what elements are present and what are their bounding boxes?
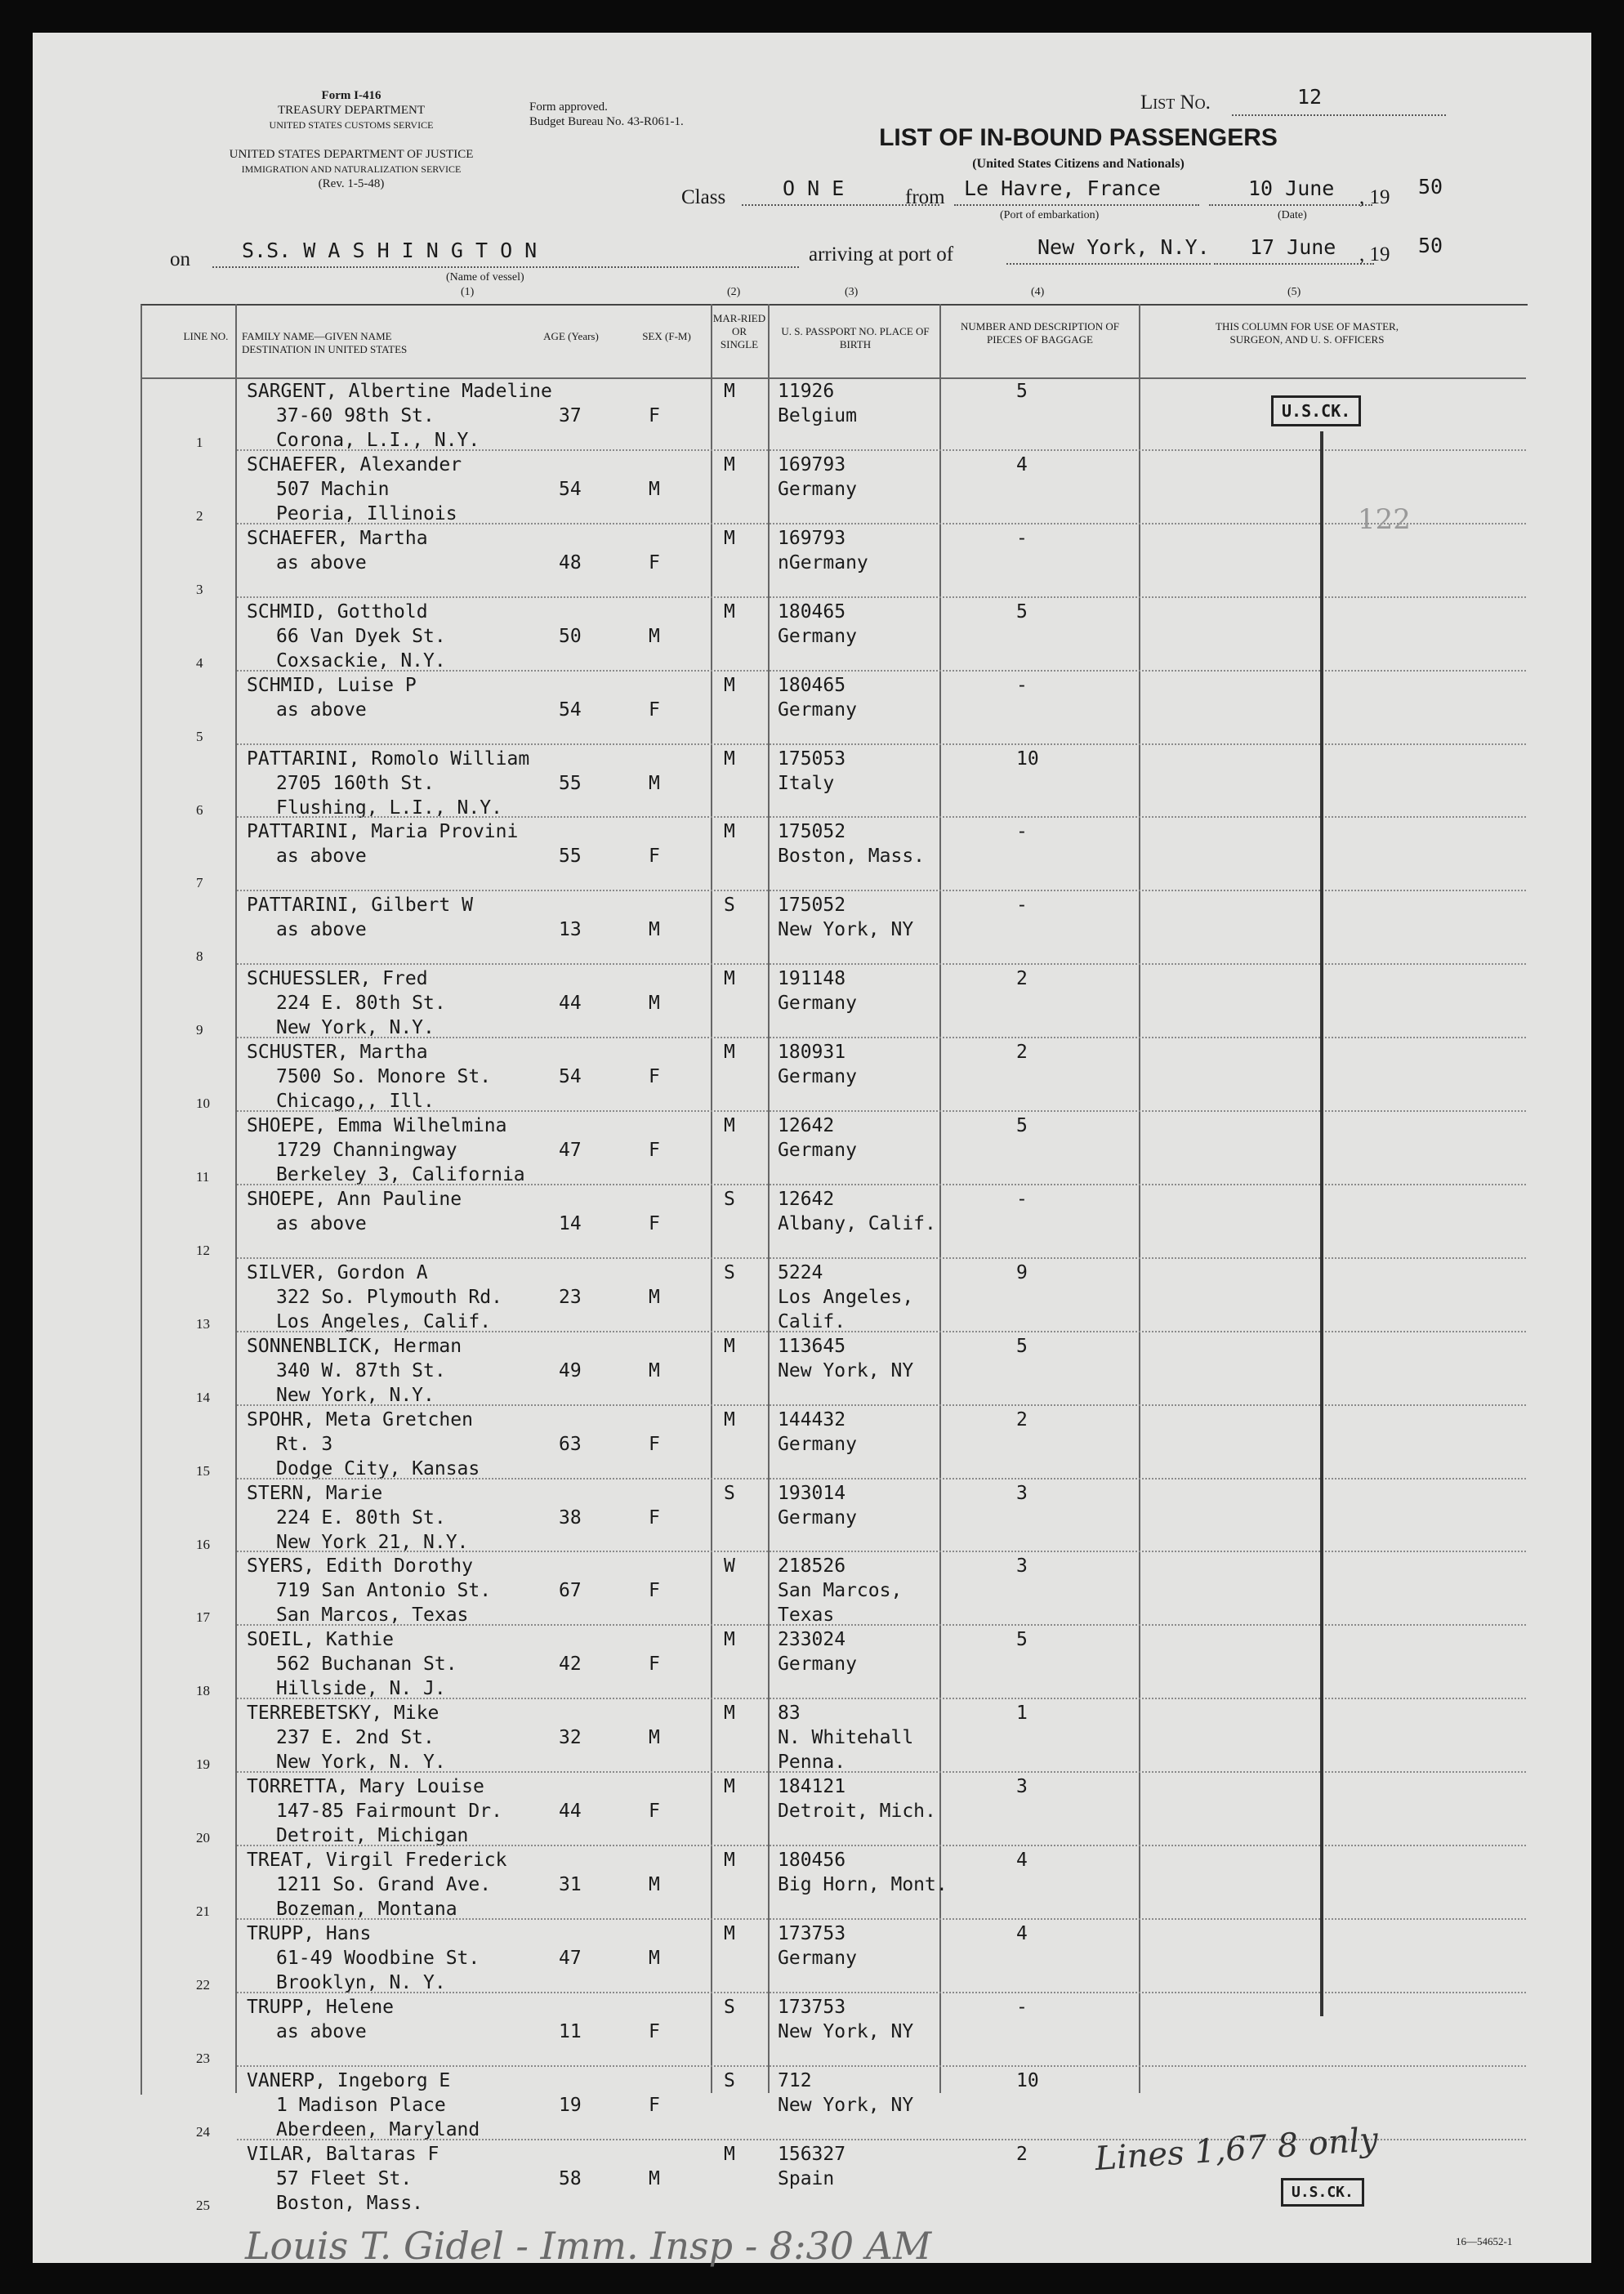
handwritten-lines-note: Lines 1,67 8 only [1093, 2120, 1380, 2179]
col-num-3: (3) [845, 286, 859, 298]
passenger-name: SOEIL, Kathie [247, 1629, 395, 1651]
place-of-birth: Germany [778, 993, 857, 1015]
passport-number: 193014 [778, 1482, 846, 1504]
line-number: 2 [196, 507, 203, 524]
marital-status: M [724, 1042, 735, 1064]
passenger-address: 2705 160th St. [276, 772, 435, 794]
passport-number: 175052 [778, 895, 846, 917]
on-label: on [170, 248, 190, 270]
passenger-address: 147-85 Fairmount Dr. [276, 1801, 502, 1823]
passenger-sex: F [649, 1066, 660, 1088]
passenger-name: SPOHR, Meta Gretchen [247, 1408, 473, 1430]
budget-bureau: Budget Bureau No. 43-R061-1. [529, 115, 684, 128]
passenger-address: 224 E. 80th St. [276, 993, 446, 1015]
baggage-count: 5 [1016, 381, 1028, 402]
place-of-birth: Germany [778, 1654, 857, 1676]
place-of-birth: nGermany [778, 551, 868, 574]
passenger-sex: M [649, 993, 660, 1015]
passenger-address: 7500 So. Monore St. [276, 1066, 492, 1088]
place-of-birth: New York, NY [778, 2094, 914, 2116]
passenger-address: 66 Van Dyek St. [276, 625, 446, 647]
passenger-sex: F [649, 1433, 660, 1455]
passenger-address: 719 San Antonio St. [276, 1580, 492, 1602]
passenger-age: 19 [559, 2094, 582, 2116]
passenger-address: 57 Fleet St. [276, 2167, 413, 2189]
passenger-address: Los Angeles, Calif. [276, 1310, 492, 1332]
passenger-address: 37-60 98th St. [276, 405, 435, 426]
year-prefix-1: , 19 [1359, 186, 1390, 208]
passenger-address: Brooklyn, N. Y. [276, 1971, 446, 1993]
passenger-sex: F [649, 1654, 660, 1676]
col-num-1: (1) [461, 286, 475, 298]
treasury-dept: TREASURY DEPARTMENT [277, 104, 426, 117]
place-of-birth: Albany, Calif. [778, 1212, 936, 1234]
passenger-address: San Marcos, Texas [276, 1604, 469, 1627]
passenger-sex: M [649, 478, 660, 500]
line-number: 5 [196, 728, 203, 744]
passport-number: 156327 [778, 2143, 846, 2165]
line-number: 24 [196, 2123, 210, 2140]
marital-status: M [724, 821, 735, 843]
baggage-count: 5 [1016, 1335, 1028, 1357]
baggage-count: 3 [1016, 1776, 1028, 1798]
passport-number: 233024 [778, 1629, 846, 1651]
passenger-age: 50 [559, 625, 582, 647]
passport-number: 5224 [778, 1261, 823, 1283]
passenger-address: 61-49 Woodbine St. [276, 1947, 480, 1969]
passenger-address: as above [276, 919, 367, 941]
marital-status: S [724, 1482, 735, 1504]
ins-service: IMMIGRATION AND NATURALIZATION SERVICE [241, 163, 462, 175]
place-of-birth: New York, NY [778, 919, 914, 941]
col-header-passport: U. S. PASSPORT NO. PLACE OF BIRTH [781, 325, 930, 350]
passport-number: 712 [778, 2069, 812, 2091]
passenger-name: SCHMID, Gotthold [247, 600, 428, 623]
date-note: (Date) [1278, 209, 1307, 221]
line-number: 19 [196, 1756, 210, 1773]
passenger-sex: F [649, 1506, 660, 1529]
baggage-count: 2 [1016, 968, 1028, 990]
passenger-name: PATTARINI, Gilbert W [247, 895, 473, 917]
passenger-address: 224 E. 80th St. [276, 1506, 446, 1529]
passenger-name: SCHMID, Luise P [247, 674, 417, 696]
passenger-name: SCHUESSLER, Fred [247, 968, 428, 990]
passenger-sex: M [649, 919, 660, 941]
vessel-note: (Name of vessel) [446, 271, 524, 283]
passenger-sex: F [649, 698, 660, 721]
passenger-address: New York, N.Y. [276, 1017, 435, 1039]
passenger-name: SCHAEFER, Alexander [247, 453, 462, 475]
marital-status: M [724, 1922, 735, 1944]
marital-status: S [724, 2069, 735, 2091]
baggage-count: 3 [1016, 1555, 1028, 1578]
marital-status: S [724, 1188, 735, 1210]
passport-number: 113645 [778, 1335, 846, 1357]
place-of-birth: Germany [778, 1066, 857, 1088]
passenger-address: New York 21, N.Y. [276, 1531, 469, 1553]
embarkation-date: 10 June [1248, 176, 1335, 200]
line-number: 13 [196, 1315, 210, 1332]
place-of-birth: Belgium [778, 405, 857, 426]
passenger-sex: F [649, 1140, 660, 1161]
passenger-name: SARGENT, Albertine Madeline [247, 381, 552, 402]
place-of-birth: Boston, Mass. [778, 846, 926, 868]
line-number: 9 [196, 1022, 203, 1038]
passenger-sex: M [649, 1727, 660, 1749]
passenger-address: Dodge City, Kansas [276, 1457, 480, 1479]
marital-status: M [724, 674, 735, 696]
line-number: 22 [196, 1976, 210, 1993]
marital-status: S [724, 1261, 735, 1283]
passenger-sex: F [649, 1212, 660, 1234]
year-2: 50 [1418, 234, 1443, 257]
col-header-age: AGE (Years) [543, 330, 599, 342]
passport-number: 12642 [778, 1115, 835, 1136]
passenger-sex: F [649, 846, 660, 868]
passenger-address: Peoria, Illinois [276, 502, 457, 524]
customs-stamp-top: U.S.CK. [1271, 395, 1361, 426]
baggage-count: 4 [1016, 1922, 1028, 1944]
passenger-age: 49 [559, 1359, 582, 1381]
marital-status: M [724, 1776, 735, 1798]
class-label: Class [681, 186, 726, 208]
marital-status: M [724, 748, 735, 770]
arriving-label: arriving at port of [809, 243, 954, 266]
passenger-name: PATTARINI, Maria Provini [247, 821, 519, 843]
place-of-birth: Los Angeles, [778, 1286, 914, 1308]
col-num-5: (5) [1287, 286, 1301, 298]
passenger-age: 54 [559, 1066, 582, 1088]
passenger-age: 13 [559, 919, 582, 941]
passenger-age: 54 [559, 698, 582, 721]
place-of-birth: Germany [778, 1506, 857, 1529]
passenger-address: New York, N.Y. [276, 1384, 435, 1406]
line-number: 14 [196, 1389, 210, 1405]
stamp-line [1320, 431, 1323, 2016]
place-of-birth: Big Horn, Mont. [778, 1874, 948, 1895]
line-number: 4 [196, 654, 203, 671]
embarkation-port: Le Havre, France [964, 176, 1161, 200]
passenger-address: 507 Machin [276, 478, 390, 500]
passenger-sex: M [649, 772, 660, 794]
passenger-name: SYERS, Edith Dorothy [247, 1555, 473, 1578]
passenger-name: TORRETTA, Mary Louise [247, 1776, 484, 1798]
passport-number: 169793 [778, 453, 846, 475]
passenger-sex: F [649, 2094, 660, 2116]
passenger-address: Boston, Mass. [276, 2192, 424, 2214]
passenger-sex: M [649, 1874, 660, 1895]
passenger-name: TRUPP, Hans [247, 1922, 372, 1944]
passenger-age: 48 [559, 551, 582, 574]
baggage-count: 1 [1016, 1703, 1028, 1725]
place-of-birth: Spain [778, 2167, 835, 2189]
marital-status: W [724, 1555, 735, 1578]
baggage-count: 2 [1016, 1408, 1028, 1430]
passport-number: 180931 [778, 1042, 846, 1064]
passenger-name: VANERP, Ingeborg E [247, 2069, 451, 2091]
passenger-sex: M [649, 1359, 660, 1381]
passport-number: 173753 [778, 1996, 846, 2018]
passenger-name: VILAR, Baltaras F [247, 2143, 439, 2165]
line-number: 6 [196, 801, 203, 818]
passport-number: 144432 [778, 1408, 846, 1430]
passenger-sex: M [649, 1286, 660, 1308]
passport-number: 175052 [778, 821, 846, 843]
place-of-birth: New York, NY [778, 2020, 914, 2042]
line-number: 20 [196, 1830, 210, 1846]
place-of-birth: Italy [778, 772, 835, 794]
passport-number: 83 [778, 1703, 801, 1725]
passenger-name: SCHUSTER, Martha [247, 1042, 428, 1064]
passenger-sex: F [649, 1580, 660, 1602]
passenger-age: 44 [559, 1801, 582, 1823]
passenger-address: as above [276, 698, 367, 721]
passenger-address: Berkeley 3, California [276, 1164, 525, 1185]
place-of-birth: Germany [778, 698, 857, 721]
marital-status: M [724, 527, 735, 549]
passenger-age: 54 [559, 478, 582, 500]
passenger-age: 42 [559, 1654, 582, 1676]
col-num-2: (2) [727, 286, 741, 298]
passport-number: 169793 [778, 527, 846, 549]
passenger-address: New York, N. Y. [276, 1752, 446, 1774]
year-1: 50 [1418, 175, 1443, 199]
line-number: 1 [196, 435, 203, 450]
passenger-address: 322 So. Plymouth Rd. [276, 1286, 502, 1308]
line-number: 8 [196, 948, 203, 965]
place-of-birth: Germany [778, 1140, 857, 1161]
passenger-address: Bozeman, Montana [276, 1899, 457, 1920]
col-header-name: FAMILY NAME—GIVEN NAME DESTINATION IN UNITED STATES [242, 330, 408, 355]
marital-status: M [724, 600, 735, 623]
year-prefix-2: , 19 [1359, 243, 1390, 266]
passenger-address: 340 W. 87th St. [276, 1359, 446, 1381]
baggage-count: - [1016, 895, 1028, 917]
baggage-count: - [1016, 821, 1028, 843]
place-of-birth: New York, NY [778, 1359, 914, 1381]
passenger-address: Flushing, L.I., N.Y. [276, 797, 502, 819]
passport-number: 180465 [778, 600, 846, 623]
marital-status: S [724, 895, 735, 917]
line-number: 15 [196, 1462, 210, 1479]
port-embarkation-note: (Port of embarkation) [1000, 209, 1100, 221]
line-number: 10 [196, 1096, 210, 1112]
passenger-name: TRUPP, Helene [247, 1996, 395, 2018]
baggage-count: 5 [1016, 1115, 1028, 1136]
passenger-age: 55 [559, 846, 582, 868]
place-of-birth: Detroit, Mich. [778, 1801, 936, 1823]
passenger-name: TREAT, Virgil Frederick [247, 1850, 507, 1871]
baggage-count: 10 [1016, 2069, 1039, 2091]
passenger-age: 47 [559, 1140, 582, 1161]
customs-stamp-bottom: U.S.CK. [1281, 2178, 1364, 2207]
passenger-name: SCHAEFER, Martha [247, 527, 428, 549]
passport-number: 180456 [778, 1850, 846, 1871]
passenger-address: 562 Buchanan St. [276, 1654, 457, 1676]
passenger-sex: F [649, 405, 660, 426]
passenger-age: 32 [559, 1727, 582, 1749]
passenger-age: 38 [559, 1506, 582, 1529]
place-of-birth: Texas [778, 1604, 835, 1627]
col-num-4: (4) [1031, 286, 1045, 298]
marital-status: M [724, 2143, 735, 2165]
place-of-birth: Germany [778, 478, 857, 500]
line-number: 23 [196, 2050, 210, 2066]
passenger-address: as above [276, 2020, 367, 2042]
passport-number: 173753 [778, 1922, 846, 1944]
col-header-officers: THIS COLUMN FOR USE OF MASTER, SURGEON, AND U. S. OFFICERS [1216, 320, 1399, 346]
passenger-sex: M [649, 1947, 660, 1969]
passenger-sex: F [649, 551, 660, 574]
marital-status: M [724, 1408, 735, 1430]
footer-code: 16—54652-1 [1456, 2235, 1513, 2247]
place-of-birth: Germany [778, 1433, 857, 1455]
passenger-name: SONNENBLICK, Herman [247, 1335, 462, 1357]
place-of-birth: Germany [778, 625, 857, 647]
marital-status: M [724, 1115, 735, 1136]
baggage-count: 5 [1016, 600, 1028, 623]
passport-number: 11926 [778, 381, 835, 402]
place-of-birth: Penna. [778, 1752, 846, 1774]
list-no-label: List No. [1140, 91, 1211, 114]
passenger-address: Hillside, N. J. [276, 1678, 446, 1700]
baggage-count: 4 [1016, 1850, 1028, 1871]
baggage-count: 10 [1016, 748, 1039, 770]
passenger-address: 1211 So. Grand Ave. [276, 1874, 492, 1895]
customs-service: UNITED STATES CUSTOMS SERVICE [269, 119, 434, 131]
col-header-sex: SEX (F-M) [642, 330, 691, 342]
passenger-age: 63 [559, 1433, 582, 1455]
baggage-count: 3 [1016, 1482, 1028, 1504]
inspector-signature: Louis T. Gidel - Imm. Insp - 8:30 AM [245, 2224, 932, 2268]
passenger-age: 14 [559, 1212, 582, 1234]
baggage-count: - [1016, 674, 1028, 696]
baggage-count: - [1016, 1996, 1028, 2018]
passenger-name: PATTARINI, Romolo William [247, 748, 530, 770]
passenger-address: Coxsackie, N.Y. [276, 649, 446, 672]
passenger-address: as above [276, 1212, 367, 1234]
line-number: 25 [196, 2197, 210, 2213]
passenger-age: 47 [559, 1947, 582, 1969]
revision: (Rev. 1-5-48) [318, 177, 385, 190]
arrival-port: New York, N.Y. [1037, 235, 1210, 259]
line-number: 17 [196, 1609, 210, 1626]
baggage-count: 4 [1016, 453, 1028, 475]
passenger-age: 55 [559, 772, 582, 794]
passport-number: 12642 [778, 1188, 835, 1210]
line-number: 18 [196, 1683, 210, 1699]
passenger-sex: M [649, 2167, 660, 2189]
passenger-address: Corona, L.I., N.Y. [276, 430, 480, 451]
line-number: 21 [196, 1903, 210, 1919]
passenger-name: SHOEPE, Emma Wilhelmina [247, 1115, 507, 1136]
baggage-count: - [1016, 1188, 1028, 1210]
passenger-address: 237 E. 2nd St. [276, 1727, 435, 1749]
baggage-count: 9 [1016, 1261, 1028, 1283]
baggage-count: 2 [1016, 1042, 1028, 1064]
passenger-age: 44 [559, 993, 582, 1015]
passenger-address: 1729 Channingway [276, 1140, 457, 1161]
passenger-address: 1 Madison Place [276, 2094, 446, 2116]
passenger-address: Rt. 3 [276, 1433, 333, 1455]
class-value: O N E [783, 176, 845, 200]
marital-status: M [724, 1850, 735, 1871]
place-of-birth: Germany [778, 1947, 857, 1969]
marital-status: M [724, 1703, 735, 1725]
passenger-name: STERN, Marie [247, 1482, 383, 1504]
baggage-count: - [1016, 527, 1028, 549]
passenger-age: 23 [559, 1286, 582, 1308]
justice-dept: UNITED STATES DEPARTMENT OF JUSTICE [229, 148, 474, 161]
marital-status: M [724, 381, 735, 402]
page-subtitle: (United States Citizens and Nationals) [972, 157, 1185, 171]
arrival-date: 17 June [1250, 235, 1336, 259]
margin-number: 122 [1358, 503, 1411, 536]
line-number: 16 [196, 1536, 210, 1552]
col-header-baggage: NUMBER AND DESCRIPTION OF PIECES OF BAGGAGE [961, 320, 1119, 346]
passenger-sex: M [649, 625, 660, 647]
from-label: from [905, 186, 945, 208]
page-title: LIST OF IN-BOUND PASSENGERS [879, 124, 1278, 151]
passport-number: 218526 [778, 1555, 846, 1578]
passenger-address: Chicago,, Ill. [276, 1091, 435, 1113]
passenger-name: SHOEPE, Ann Pauline [247, 1188, 462, 1210]
marital-status: S [724, 1996, 735, 2018]
vessel-name: S.S. W A S H I N G T O N [242, 239, 538, 262]
col-header-line: LINE NO. [183, 330, 229, 342]
passenger-address: as above [276, 551, 367, 574]
passenger-sex: F [649, 2020, 660, 2042]
baggage-count: 2 [1016, 2143, 1028, 2165]
passenger-age: 58 [559, 2167, 582, 2189]
passenger-address: Aberdeen, Maryland [276, 2118, 480, 2140]
passenger-name: SILVER, Gordon A [247, 1261, 428, 1283]
passenger-age: 37 [559, 405, 582, 426]
passport-number: 175053 [778, 748, 846, 770]
passenger-age: 11 [559, 2020, 582, 2042]
passport-number: 180465 [778, 674, 846, 696]
marital-status: M [724, 1629, 735, 1651]
col-header-married: MAR-RIED OR SINGLE [712, 312, 766, 350]
passenger-age: 31 [559, 1874, 582, 1895]
line-number: 3 [196, 581, 203, 597]
line-number: 7 [196, 875, 203, 891]
passport-number: 184121 [778, 1776, 846, 1798]
passenger-sex: F [649, 1801, 660, 1823]
place-of-birth: San Marcos, [778, 1580, 903, 1602]
place-of-birth: Calif. [778, 1310, 846, 1332]
place-of-birth: N. Whitehall [778, 1727, 914, 1749]
passenger-age: 67 [559, 1580, 582, 1602]
marital-status: M [724, 968, 735, 990]
form-number: Form I-416 [321, 89, 381, 102]
passenger-name: TERREBETSKY, Mike [247, 1703, 439, 1725]
line-number: 12 [196, 1242, 210, 1258]
passenger-address: as above [276, 846, 367, 868]
marital-status: M [724, 453, 735, 475]
list-no-value: 12 [1297, 85, 1323, 109]
passenger-address: Detroit, Michigan [276, 1825, 469, 1847]
line-number: 11 [196, 1169, 210, 1185]
passport-number: 191148 [778, 968, 846, 990]
baggage-count: 5 [1016, 1629, 1028, 1651]
form-approved: Form approved. [529, 100, 608, 114]
marital-status: M [724, 1335, 735, 1357]
